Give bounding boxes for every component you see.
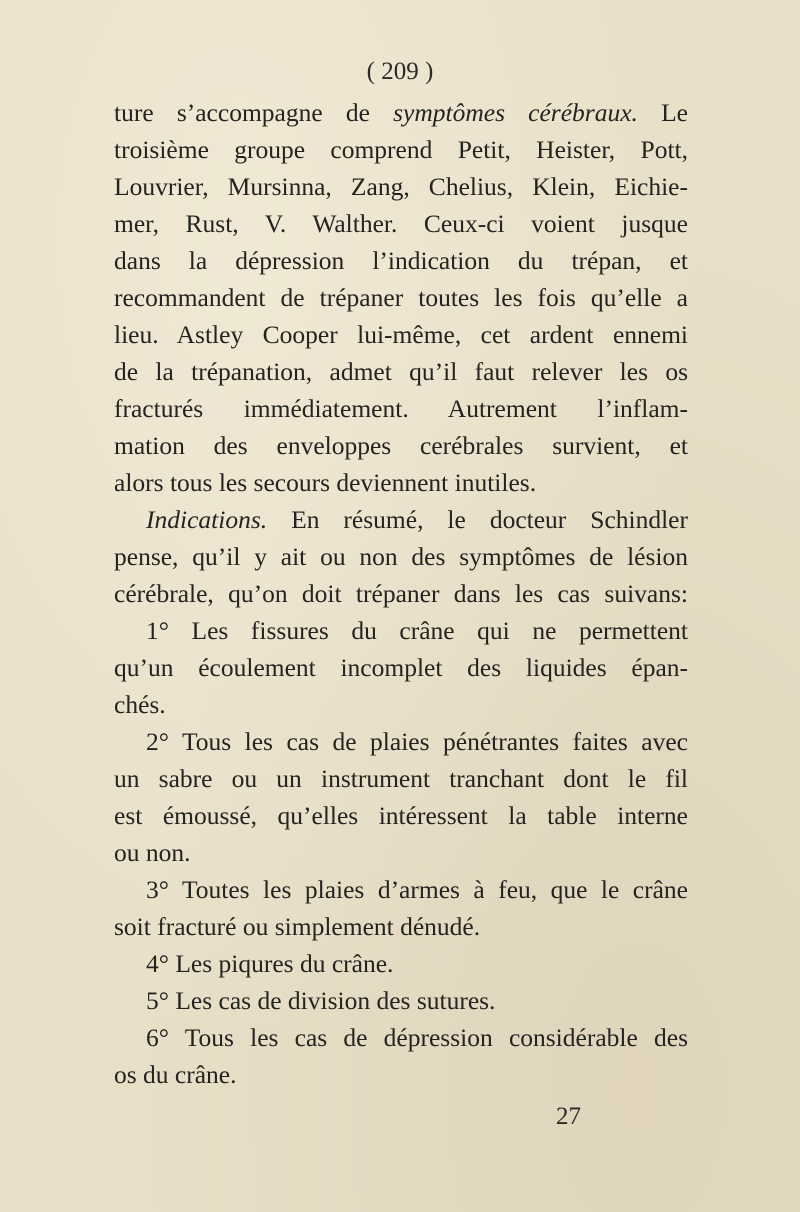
text-line: soit fracturé ou simplement dénudé. [114, 912, 481, 941]
body-text [114, 94, 688, 1093]
signature-mark: 27 [556, 1103, 581, 1130]
text-line: alors tous les secours deviennent inutiles. [114, 468, 537, 497]
text-line: cérébrale, qu’on doit trépaner dans les cas suivans: [114, 579, 688, 608]
text-line: pense, qu’il y ait ou non des symptômes de lésion [114, 542, 688, 571]
text-line: lieu. Astley Cooper lui-même, cet ardent ennemi [114, 320, 688, 349]
text-line: recommandent de trépaner toutes les fois qu’elle a [114, 283, 688, 312]
list-item: 6° Tous les cas de dépression considérable des [146, 1023, 688, 1052]
text-line: chés. [114, 690, 166, 719]
list-item: 2° Tous les cas de plaies pénétrantes faites avec [146, 727, 688, 756]
list-item: 5° Les cas de division des sutures. [146, 986, 496, 1015]
text-line: Indications. En résumé, le docteur Schindler [146, 505, 688, 534]
text-line: de la trépanation, admet qu’il faut relever les os [114, 357, 688, 386]
text-line: dans la dépression l’indication du trépan, et [114, 246, 688, 275]
text-line: Louvrier, Mursinna, Zang, Chelius, Klein, Eichie- [114, 172, 688, 201]
list-item: 3° Toutes les plaies d’armes à feu, que le crâne [146, 875, 688, 904]
page-number: ( 209 ) [366, 58, 434, 85]
text-line: qu’un écoulement incomplet des liquides épan- [114, 653, 688, 682]
text-line: mation des enveloppes cerébrales survient, et [114, 431, 688, 460]
text-line: un sabre ou un instrument tranchant dont le fil [114, 764, 688, 793]
list-item: 4° Les piqures du crâne. [146, 949, 394, 978]
list-item: 1° Les fissures du crâne qui ne permettent [146, 616, 688, 645]
text-line: ture s’accompagne de symptômes cérébraux. Le [114, 98, 688, 127]
text-line: os du crâne. [114, 1060, 237, 1089]
text-line: troisième groupe comprend Petit, Heister, Pott, [114, 135, 688, 164]
text-line: est émoussé, qu’elles intéressent la table interne [114, 801, 688, 830]
text-line: fracturés immédiatement. Autrement l’inflam- [114, 394, 688, 423]
text-line: mer, Rust, V. Walther. Ceux-ci voient jusque [114, 209, 688, 238]
text-line: ou non. [114, 838, 191, 867]
